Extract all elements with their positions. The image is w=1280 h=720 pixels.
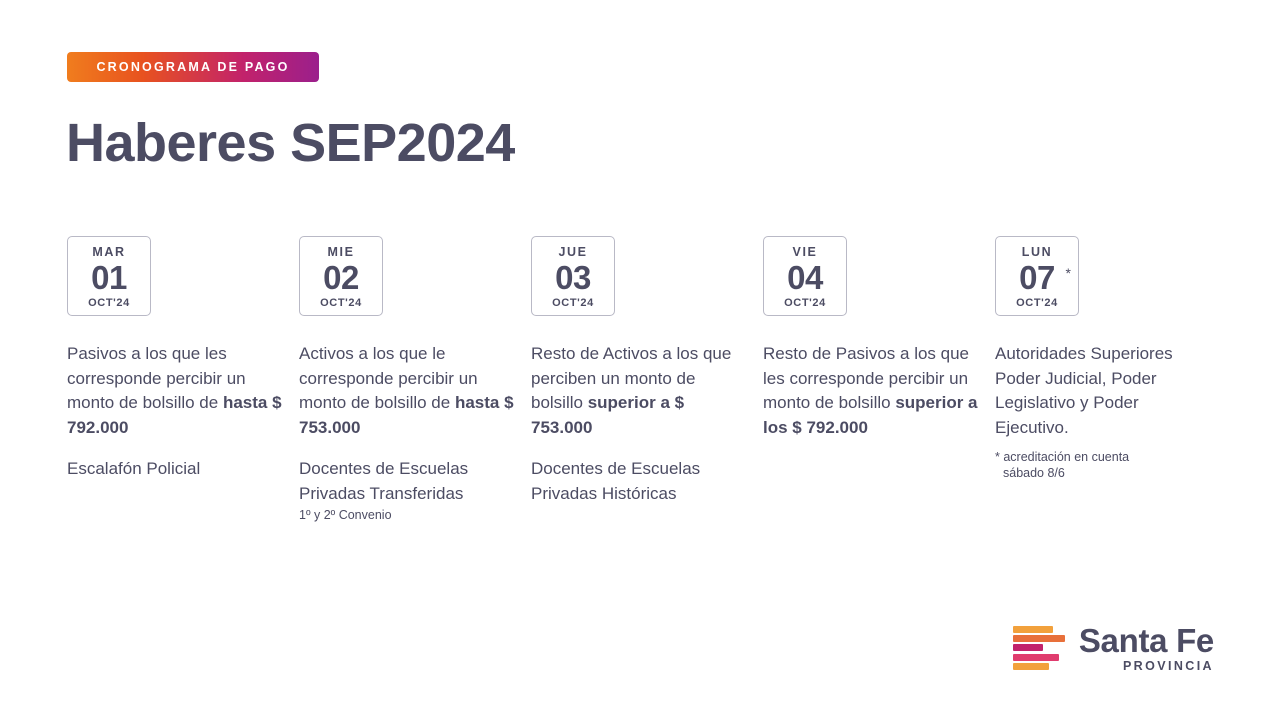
description-amount: superior a $ 753.000 [531, 393, 685, 437]
schedule-column [763, 236, 995, 523]
date-box [531, 236, 615, 316]
description-amount: hasta $ 792.000 [67, 393, 282, 437]
cronograma-badge-label: CRONOGRAMA DE PAGO [96, 60, 290, 74]
schedule-column [995, 236, 1227, 523]
column-subgroup: Escalafón Policial [67, 459, 201, 479]
logo-bars-icon [1013, 626, 1069, 670]
date-daynumber: 01 [91, 258, 127, 296]
date-month: OCT'24 [784, 297, 826, 310]
schedule-column [531, 236, 763, 523]
description-amount: superior a los $ 792.000 [763, 393, 978, 437]
date-month: OCT'24 [320, 297, 362, 310]
description-text: Activos a los que le corresponde percibir un monto de bolsillo de [299, 344, 478, 413]
date-daynumber: 02 [323, 258, 359, 296]
page-title: Haberes SEP2024 [66, 113, 515, 173]
logo-text [1078, 621, 1214, 673]
column-description [531, 342, 749, 440]
column-description [763, 342, 981, 440]
date-box [67, 236, 151, 316]
cronograma-badge [67, 52, 319, 82]
date-month: OCT'24 [552, 297, 594, 310]
description-text: Pasivos a los que les corresponde percibir un monto de bolsillo de [67, 344, 246, 413]
date-dayofweek: VIE [792, 245, 818, 259]
footnote-line2: sábado 8/6 [1003, 465, 1065, 480]
payment-schedule-columns [67, 236, 1227, 523]
date-dayofweek: LUN [1021, 245, 1053, 259]
schedule-column [67, 236, 299, 523]
date-box [299, 236, 383, 316]
description-text: Resto de Pasivos a los que les corresponde percibir un monto de bolsillo [763, 344, 970, 413]
date-month: OCT'24 [88, 297, 130, 310]
logo-subtitle: PROVINCIA [1122, 658, 1214, 673]
description-amount: hasta $ 753.000 [299, 393, 514, 437]
footnote-line1: * acreditación en cuenta [995, 450, 1130, 465]
date-month: OCT'24 [1016, 297, 1058, 310]
column-description [299, 342, 517, 440]
date-dayofweek: MIE [327, 245, 355, 259]
santa-fe-logo [1013, 621, 1214, 673]
column-subgroup: Docentes de Escuelas Privadas Transferidas [299, 459, 469, 503]
date-dayofweek: MAR [92, 245, 126, 259]
description-text: Resto de Activos a los que perciben un monto de bolsillo [531, 344, 732, 413]
column-description [67, 342, 285, 440]
schedule-column [299, 236, 531, 523]
logo-name: Santa Fe [1078, 621, 1214, 659]
date-box [763, 236, 847, 316]
asterisk-marker: * [1065, 265, 1071, 281]
column-fineprint: 1º y 2º Convenio [299, 508, 392, 523]
column-subgroup: Docentes de Escuelas Privadas Históricas [531, 459, 701, 503]
description-text: Autoridades Superiores Poder Judicial, Poder Legislativo y Poder Ejecutivo. [995, 344, 1173, 437]
date-daynumber: 03 [555, 258, 591, 296]
date-dayofweek: JUE [558, 245, 588, 259]
date-daynumber: 07 [1019, 258, 1055, 296]
column-footnote [995, 450, 1195, 481]
date-daynumber: 04 [787, 258, 823, 296]
date-box [995, 236, 1079, 316]
column-description [995, 342, 1213, 440]
